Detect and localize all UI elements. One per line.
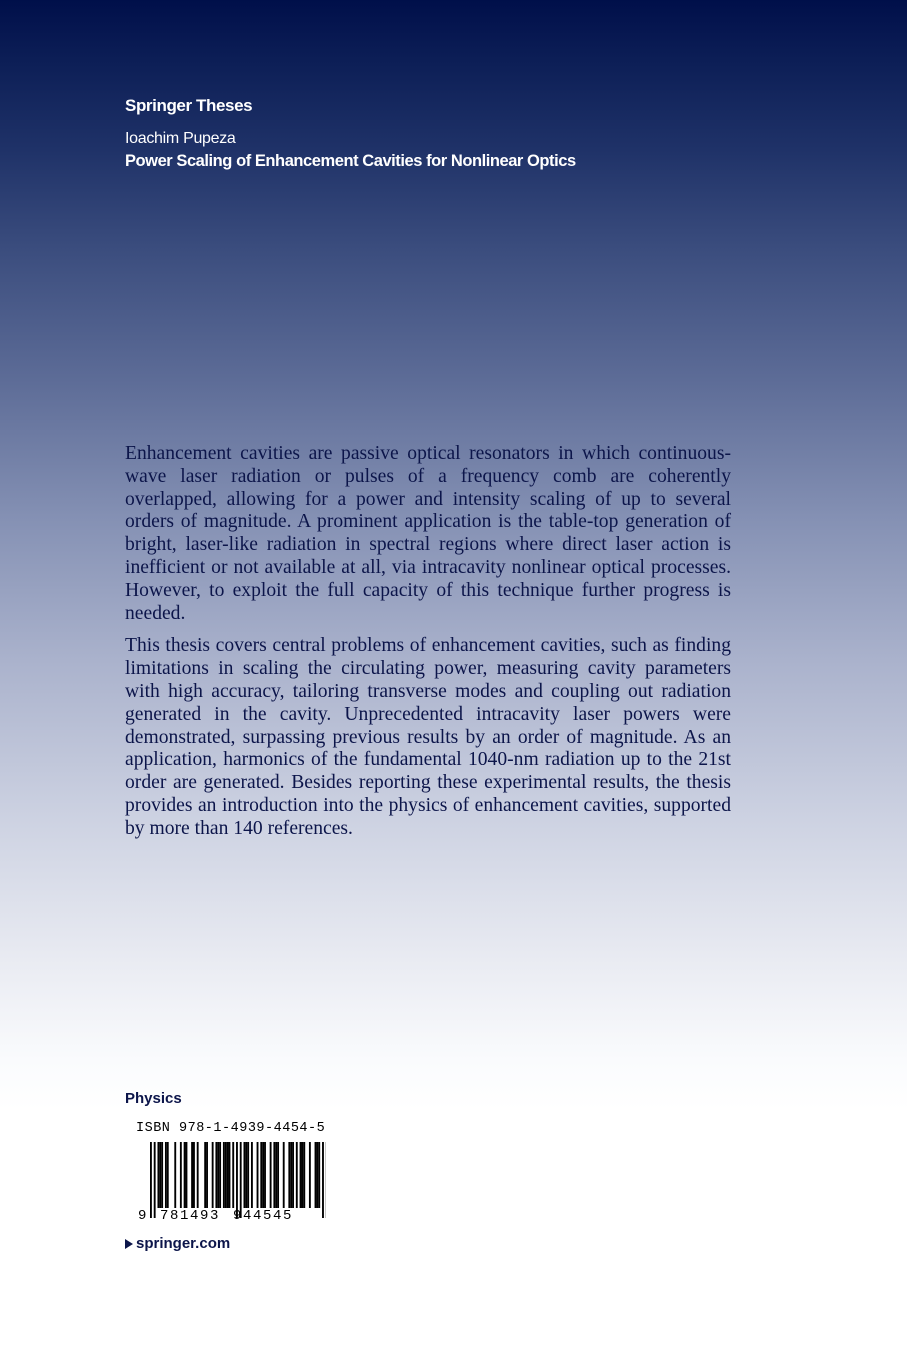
barcode-bar — [191, 1142, 193, 1208]
barcode-bar — [232, 1142, 234, 1208]
barcode-bar — [219, 1142, 221, 1208]
barcode-bar — [154, 1142, 156, 1218]
barcode-bar — [244, 1142, 246, 1208]
barcode-bar — [193, 1142, 195, 1208]
barcode-bar — [292, 1142, 294, 1208]
barcode-bar — [157, 1142, 159, 1208]
barcode-bar — [260, 1142, 262, 1208]
triangle-arrow-icon — [125, 1239, 133, 1249]
barcode-bar — [275, 1142, 277, 1208]
barcode-bar — [315, 1142, 317, 1208]
barcode-bar — [204, 1142, 206, 1208]
barcode-bar — [277, 1142, 279, 1208]
barcode-bar — [251, 1142, 253, 1208]
barcode-bar — [288, 1142, 290, 1208]
barcode-bar — [197, 1142, 199, 1208]
barcode-bar — [217, 1142, 219, 1208]
barcode-bar — [247, 1142, 249, 1208]
barcode-bar — [322, 1142, 324, 1218]
barcode-bar — [165, 1142, 167, 1208]
barcode-bar — [309, 1142, 311, 1208]
barcode-bar — [212, 1142, 214, 1208]
barcode-bar — [159, 1142, 161, 1208]
author-name: Ioachim Pupeza — [125, 130, 236, 147]
barcode-bar — [229, 1142, 231, 1208]
barcode-bar — [273, 1142, 275, 1208]
barcode-bar — [180, 1142, 182, 1208]
barcode-bar — [184, 1142, 186, 1208]
book-title: Power Scaling of Enhancement Cavities for Nonlinear Optics — [125, 152, 576, 170]
barcode-bar — [303, 1142, 305, 1208]
blurb-paragraph: This thesis covers central problems of enhancement cavities, such as finding limitations in scaling the circulating power, measuring cavity parameters with high accuracy, tailoring transverse modes and coupling out radiation generated in the cavity. Unprecedented intracavity laser powers were demonstrated, surpassing previous results by an order of magnitude. As an application, harmonics of the fundamental 1040-nm radiation up to the 21st order are generated. Besides reporting these experimental results, the thesis provides an introduction into the physics of enhancement cavities, supported by more than 140 references. — [125, 635, 731, 839]
subject-label: Physics — [125, 1090, 182, 1107]
barcode-bar — [206, 1142, 208, 1208]
barcode-bar — [300, 1142, 302, 1208]
barcode-right-group: 944545 — [233, 1208, 294, 1222]
barcode — [136, 1140, 326, 1222]
website-text: springer.com — [136, 1235, 231, 1252]
barcode-bar — [215, 1142, 217, 1208]
barcode-bar — [316, 1142, 318, 1208]
blurb — [125, 443, 731, 851]
barcode-bar — [262, 1142, 264, 1208]
barcode-bar — [227, 1142, 229, 1208]
barcode-bar — [264, 1142, 266, 1208]
barcode-bar — [245, 1142, 247, 1208]
barcode-bar — [240, 1142, 242, 1218]
barcode-bar — [318, 1142, 320, 1208]
barcode-bar — [290, 1142, 292, 1208]
isbn-text: ISBN 978-1-4939-4454-5 — [136, 1121, 326, 1136]
barcode-first-digit: 9 — [138, 1208, 147, 1222]
barcode-bar — [150, 1142, 152, 1218]
website-link[interactable] — [125, 1235, 230, 1252]
barcode-bar — [167, 1142, 169, 1208]
barcode-bar — [301, 1142, 303, 1208]
barcode-bar — [225, 1142, 227, 1208]
barcode-bar — [257, 1142, 259, 1208]
barcode-bar — [236, 1142, 238, 1218]
barcode-bar — [174, 1142, 176, 1208]
barcode-bar — [283, 1142, 285, 1208]
barcode-bar — [223, 1142, 225, 1208]
barcode-bar — [270, 1142, 272, 1208]
barcode-left-group: 781493 — [160, 1208, 221, 1222]
barcode-bar — [296, 1142, 298, 1208]
barcode-bar — [186, 1142, 188, 1208]
blurb-paragraph: Enhancement cavities are passive optical resonators in which continuous-wave laser radiation or pulses of a frequency comb are coherently overlapped, allowing for a power and intensity scaling of up to several orders of magnitude. A prominent application is the table-top generation of bright, laser-like radiation in spectral regions where direct laser action is inefficient or not available at all, via intracavity nonlinear optical processes. However, to exploit the full capacity of this technique further progress is needed. — [125, 443, 731, 624]
barcode-bar — [161, 1142, 163, 1208]
series-name: Springer Theses — [125, 96, 253, 115]
